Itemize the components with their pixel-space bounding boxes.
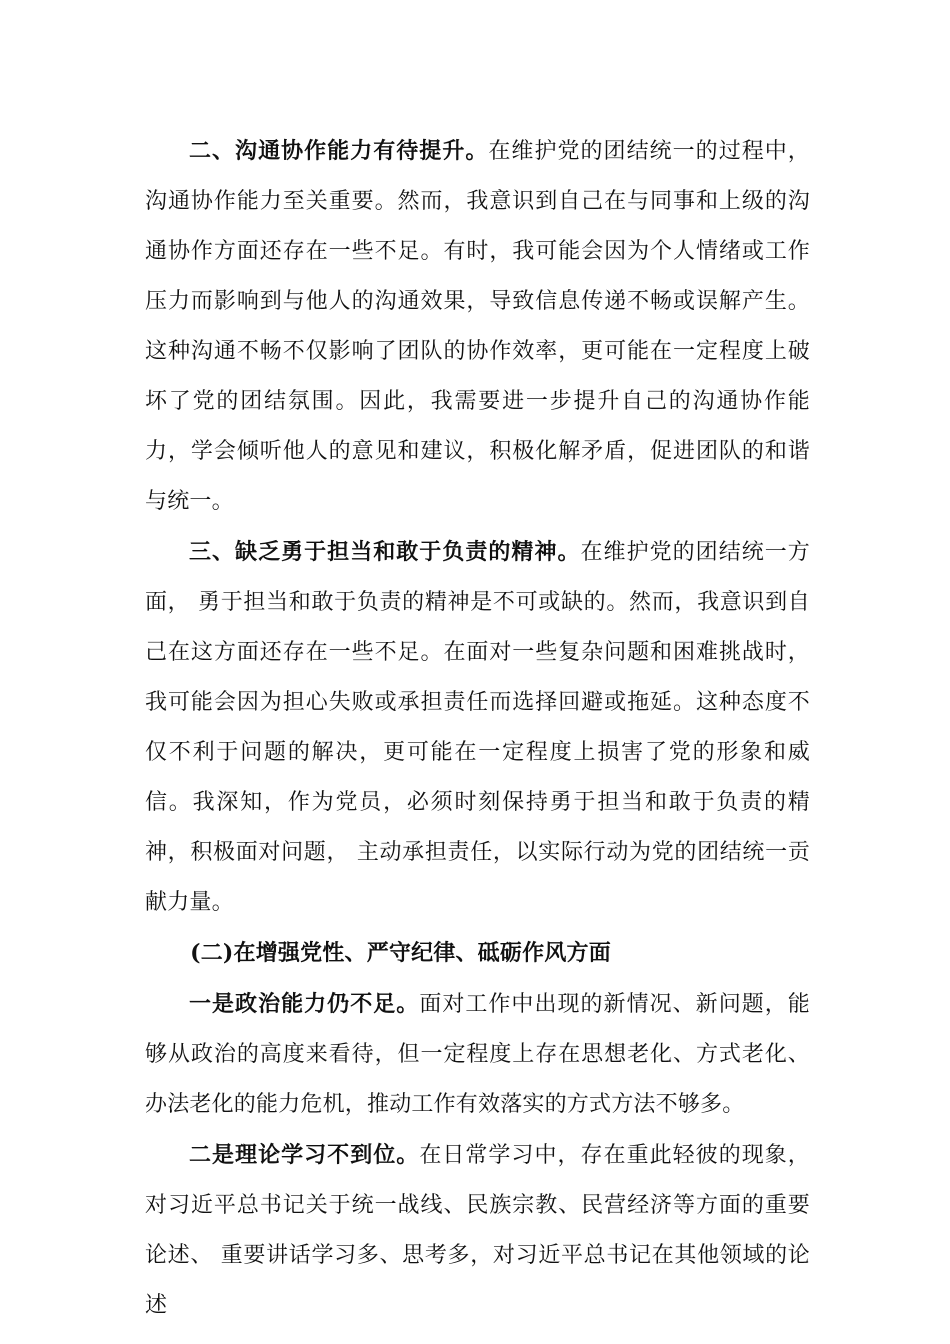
document-body <box>145 126 810 1331</box>
paragraph-communication <box>145 126 810 527</box>
paragraph-text: 在维护党的团结统一的过程中，沟通协作能力至关重要。然而，我意识到自己在与同事和上级的沟通协作方面还存在一些不足。有时，我可能会因为个人情绪或工作压力而影响到与他人的沟通效果，导致信息传递不畅或误解产生。这种沟通不畅不仅影响了团队的协作效率，更可能在一定程度上破坏了党的团结氛围。因此，我需要进一步提升自己的沟通协作能力，学会倾听他人的意见和建议，积极化解矛盾，促进团队的和谐与统一。 <box>145 139 810 514</box>
paragraph-text: 在维护党的团结统一方面， 勇于担当和敢于负责的精神是不可或缺的。然而，我意识到自己在这方面还存在一些不足。在面对一些复杂问题和困难挑战时，我可能会因为担心失败或承担责任而选择回避或拖延。这种态度不仅不利于问题的解决，更可能在一定程度上损害了党的形象和威信。我深知，作为党员，必须时刻保持勇于担当和敢于负责的精神，积极面对问题， 主动承担责任，以实际行动为党的团结统一贡献力量。 <box>145 540 810 915</box>
paragraph-text: 在日常学习中，存在重此轻彼的现象，对习近平总书记关于统一战线、民族宗教、民营经济等方面的重要论述、 重要讲话学习多、思考多，对习近平总书记在其他领域的论述 <box>145 1143 810 1318</box>
section-heading <box>145 928 810 979</box>
paragraph-lead: 二、沟通协作能力有待提升。 <box>189 138 489 164</box>
section-heading-text: (二)在增强党性、严守纪律、砥砺作风方面 <box>190 940 611 966</box>
paragraph-lead: 一是政治能力仍不足。 <box>189 991 420 1017</box>
paragraph-lead: 二是理论学习不到位。 <box>189 1142 420 1168</box>
paragraph-responsibility <box>145 527 810 928</box>
paragraph-political-ability <box>145 979 810 1130</box>
paragraph-text: 面对工作中出现的新情况、新问题，能够从政治的高度来看待，但一定程度上存在思想老化、方式老化、办法老化的能力危机，推动工作有效落实的方式方法不够多。 <box>145 992 810 1117</box>
paragraph-lead: 三、缺乏勇于担当和敢于负责的精神。 <box>189 539 581 565</box>
paragraph-theory-study <box>145 1130 810 1331</box>
